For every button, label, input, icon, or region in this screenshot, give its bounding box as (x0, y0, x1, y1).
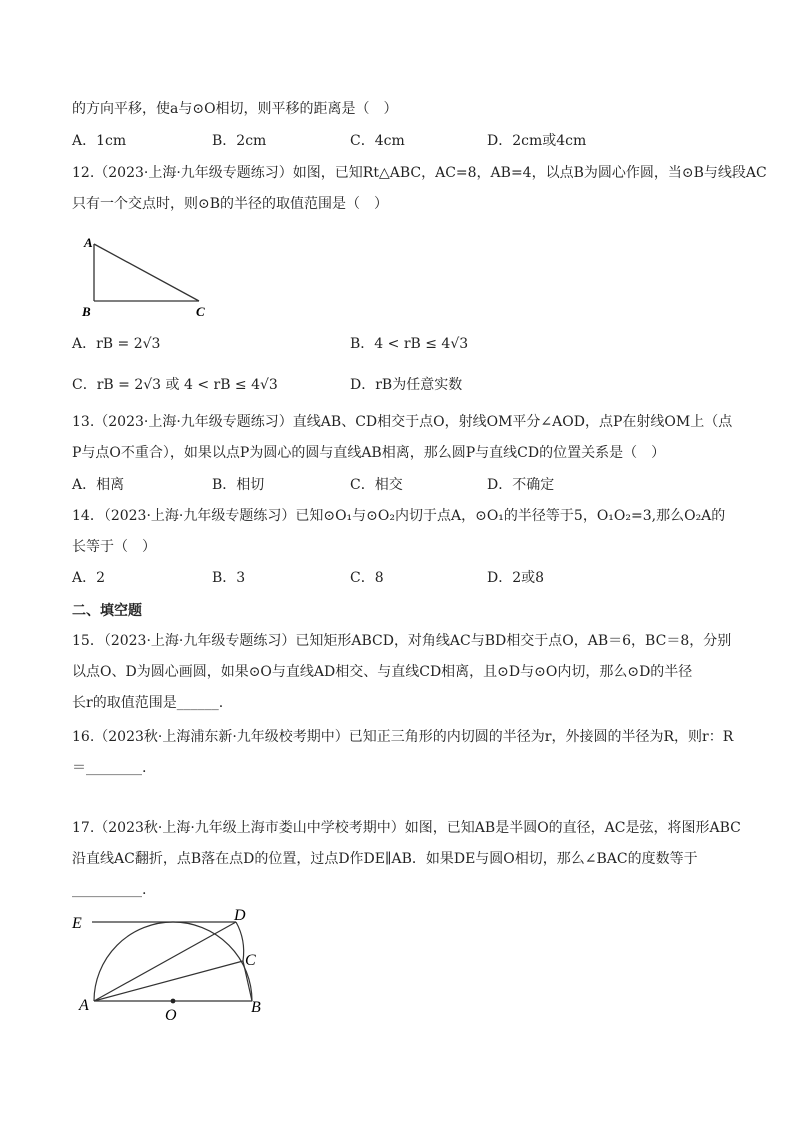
q12-triangle-figure (76, 232, 216, 324)
q17-text-line1: 17.（2023秋·上海·九年级上海市娄山中学校考期中）如图，已知AB是半圆O的直径，AC是弦，将图形ABC (72, 820, 741, 836)
q12-option-c: C．rB = 2√3 或 4 < rB ≤ 4√3 (72, 377, 278, 393)
q16-text-line1: 16.（2023秋·上海浦东新·九年级校考期中）已知正三角形的内切圆的半径为r，外接圆的半径为R，则r：R (72, 729, 734, 745)
q17-label-o: O (165, 1007, 177, 1024)
q14-text-line1: 14．（2023·上海·九年级专题练习）已知⊙O₁与⊙O₂内切于点A，⊙O₁的半径等于5，O₁O₂=3,那么O₂A的 (72, 508, 726, 524)
q13-option-b: B．相切 (212, 477, 265, 493)
q12-text-line1: 12.（2023·上海·九年级专题练习）如图，已知Rt△ABC，AC=8，AB=4，以点B为圆心作圆，当⊙B与线段AC (72, 165, 767, 181)
q17-semicircle-arc (94, 922, 252, 1001)
q17-segment-ad (94, 922, 236, 1001)
q12-label-c: C (196, 304, 205, 319)
q12-option-d: D．rB为任意实数 (350, 377, 463, 393)
q14-option-c: C．8 (350, 570, 384, 586)
q14-option-d: D．2或8 (487, 570, 545, 586)
q11-option-b: B．2cm (212, 133, 267, 149)
q17-label-d: D (234, 907, 246, 924)
q17-label-c: C (245, 952, 256, 969)
q11-option-a: A．1cm (72, 133, 127, 149)
q11-option-d: D．2cm或4cm (487, 133, 587, 149)
q13-text-line2: P与点O不重合），如果以点P为圆心的圆与直线AB相离，那么圆P与直线CD的位置关系是（ ） (72, 445, 666, 461)
q13-text-line1: 13.（2023·上海·九年级专题练习）直线AB、CD相交于点O，射线OM平分∠AOD，点P在射线OM上（点 (72, 414, 733, 430)
q14-option-b: B．3 (212, 570, 246, 586)
q17-center-point (171, 999, 176, 1004)
q13-option-a: A．相离 (72, 477, 125, 493)
q12-option-a: A．rB = 2√3 (72, 336, 161, 352)
section-heading-fill-in: 二、填空题 (72, 603, 142, 619)
q15-text-line2: 以点O、D为圆心画圆，如果⊙O与直线AD相交、与直线CD相离，且⊙D与⊙O内切，那么⊙D的半径 (72, 664, 693, 680)
q16-text-line2: ＝________. (72, 760, 147, 776)
q12-option-b: B．4 < rB ≤ 4√3 (350, 336, 469, 352)
q13-option-d: D．不确定 (487, 477, 555, 493)
q13-option-c: C．相交 (350, 477, 403, 493)
q17-label-b: B (251, 999, 261, 1016)
q17-label-e: E (72, 915, 82, 932)
q17-label-a: A (79, 997, 89, 1014)
q17-semicircle-figure (64, 900, 284, 1030)
q17-text-line2: 沿直线AC翻折，点B落在点D的位置，过点D作DE∥AB．如果DE与圆O相切，那么∠BAC的度数等于 (72, 851, 698, 867)
q17-chord-ac (94, 961, 243, 1001)
q15-text-line3: 长r的取值范围是______. (72, 695, 224, 711)
q14-option-a: A．2 (72, 570, 106, 586)
q11-text: 的方向平移，使a与⊙O相切，则平移的距离是（ ） (72, 101, 398, 117)
q17-text-line3: __________. (72, 882, 147, 898)
q12-side-ac (94, 244, 199, 301)
q12-text-line2: 只有一个交点时，则⊙B的半径的取值范围是（ ） (72, 196, 389, 212)
q15-text-line1: 15．（2023·上海·九年级专题练习）已知矩形ABCD，对角线AC与BD相交于点O，AB＝6，BC＝8，分别 (72, 633, 732, 649)
q12-label-a: A (84, 235, 93, 250)
q11-option-c: C．4cm (350, 133, 405, 149)
q14-text-line2: 长等于（ ） (72, 539, 156, 555)
q12-label-b: B (82, 304, 91, 319)
